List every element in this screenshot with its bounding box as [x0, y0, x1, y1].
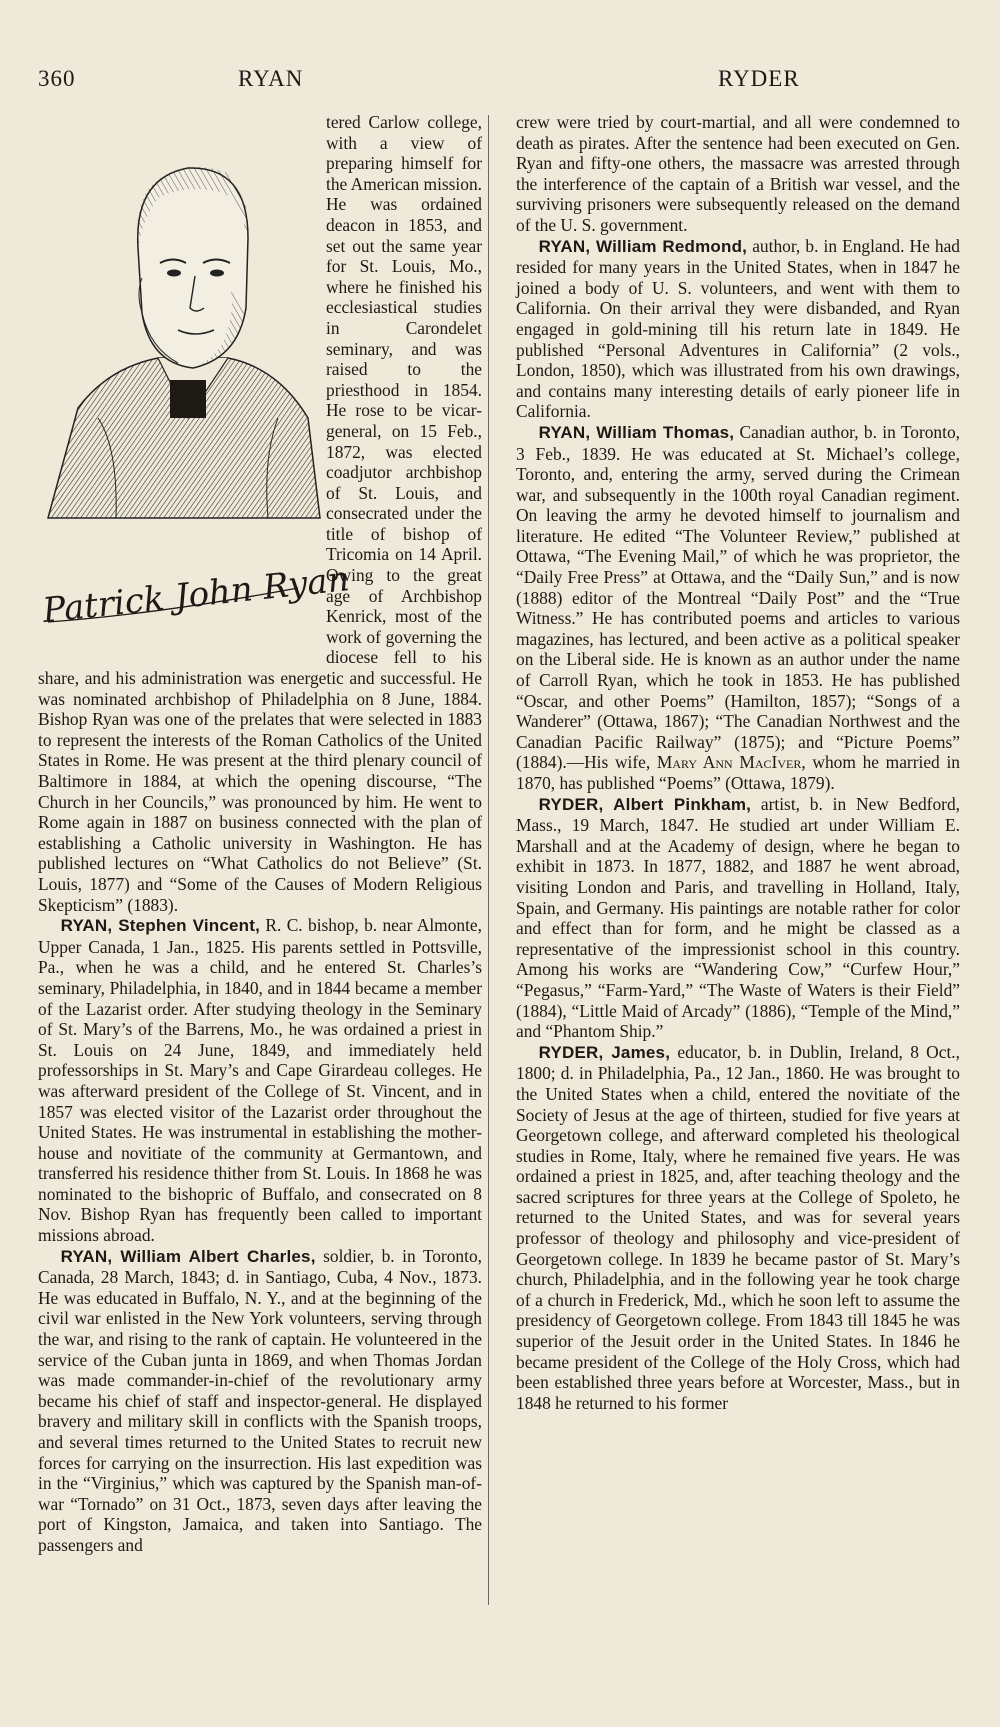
entry-ryan-william-redmond	[516, 236, 960, 422]
entry-ryder-albert-pinkham	[516, 794, 960, 1042]
entry-ryan-william-thomas	[516, 422, 960, 794]
headword-ryan-william-thomas: RYAN, William Thomas,	[538, 422, 735, 442]
entry-body: soldier, b. in Toronto, Canada, 28 March, 1843; d. in Santiago, Cuba, 4 Nov., 1873. He was educated in Buffalo, N. Y., and at the beginning of the civil war enlisted in the New York volunteers, serving through the war, and rising to the rank of captain. He volunteered in the service of the Cuban junta in 1869, and when Thomas Jordan was made commander-in-chief of the revolutionary army became his chief of staff and inspector-general. He displayed bravery and military skill in conflicts with the Spanish troops, and several times returned to the United States to recruit new forces for carrying on the insurrection. His last expedition was in the “Virginius,” which was captured by the Spanish man-of-war “Tornado” on 31 Oct., 1873, seven days after leaving the port of Kingston, Jamaica, and taken into Santiago. The passengers and	[38, 1245, 482, 1555]
headword-ryan-stephen-vincent: RYAN, Stephen Vincent,	[60, 916, 261, 936]
entry-body: artist, b. in New Bedford, Mass., 19 March, 1847. He studied art under William E. Marshall and at the Academy of design, where he began to exhibit in 1873. In 1877, 1882, and 1887 he went abroad, visiting London and Paris, and travelling in Holland, Italy, Spain, and Germany. His paintings are notable rather for color and effect than for form, and he might be classed as a representative of the impressionist school in this country. Among his works are “Wandering Cow,” “Curfew Hour,” “Pegasus,” “Farm-Yard,” “The Waste of Waters is their Field” (1884), “Little Maid of Arcady” (1886), “Temple of the Mind,” and “Phantom Ship.”	[516, 793, 960, 1042]
column-rule	[488, 115, 489, 1605]
headword-ryan-william-albert-charles: RYAN, William Albert Charles,	[60, 1246, 316, 1266]
left-column	[38, 112, 482, 1556]
right-running-head: RYDER	[718, 66, 800, 91]
signature-graphic	[38, 526, 352, 646]
entry-ryan-stephen-vincent	[38, 915, 482, 1246]
ryan-patrick-john-continuation	[38, 112, 482, 915]
headword-ryder-albert-pinkham: RYDER, Albert Pinkham,	[538, 794, 752, 814]
wife-name: Mary Ann MacIver	[656, 752, 802, 773]
left-running-head: RYAN	[238, 66, 304, 91]
entry-body: author, b. in England. He had resided for many years in the United States, when in 1847 he joined a body of U. S. volunteers, and went with them to California. On their arrival they were disbanded, and Ryan engaged in gold-mining till his return late in 1849. He published “Personal Adventures in California” (2 vols., London, 1850), which was illustrated from his own drawings, and contains many interesting details of early pioneer life in California.	[516, 235, 960, 422]
ryan-patrick-john-text: tered Carlow college, with a view of preparing himself for the American mission. He was ordained deacon in 1853, and set out the same year for St. Louis, Mo., where he finished his ecclesiastical studies in Carondelet seminary, and was raised to the priesthood in 1854. He rose to be vicar-general, on 15 Feb., 1872, was elected coadjutor archbishop of St. Louis, and consecrated under the title of bishop of Tricomia on 14 April. Owing to the great age of Archbishop Kenrick, most of the work of governing the diocese fell to his share, and his administration was energetic and successful. He was nominated archbishop of Philadelphia on 8 June, 1884. Bishop Ryan was one of the prelates that were selected in 1883 to represent the interests of the Roman Catholics of the United States in Rome. He was present at the third plenary council of Baltimore in 1884, at which the opening discourse, “The Church in her Councils,” was pronounced by him. He went to Rome again in 1887 on business connected with the plan of establishing a Catholic university in Washington. He has published lectures on “What Catholics do not Believe” (St. Louis, 1877) and “Some of the Causes of Modern Religious Skepticism” (1883).	[38, 112, 483, 915]
right-column	[516, 112, 960, 1413]
entry-body: educator, b. in Dublin, Ireland, 8 Oct., 1800; d. in Philadelphia, Pa., 12 Jan., 1860. He was brought to the United States when a child, entered the novitiate of the Society of Jesus at the age of thirteen, studied for five years at Georgetown college, and afterward completed his theological studies in Rome, Italy, where he remained five years. He was ordained a priest in 1825, and, after teaching theology and the sacred scriptures for three years at the College of Spoleto, he returned to the United States, and was for several years professor of theology and philosophy and vice-president of Georgetown college. In 1839 he became pastor of St. Mary’s church, Philadelphia, and in the following year he took charge of a church in Frederick, Md., which he soon left to assume the presidency of Georgetown college. From 1843 till 1845 he was superior of the Jesuit order in the United States. In 1846 he became president of the College of the Holy Cross, which had been established three years before at Worcester, Mass., but in 1848 he returned to his former	[516, 1041, 960, 1413]
entry-body: , whom he married in 1870, has published “Poems” (Ottawa, 1879).	[516, 752, 960, 793]
headword-ryder-james: RYDER, James,	[538, 1042, 671, 1062]
portrait-block	[38, 118, 352, 653]
entry-ryder-james	[516, 1042, 960, 1414]
ryan-william-albert-charles-continuation: crew were tried by court-martial, and all were condemned to death as pirates. After the sentence had been executed on Gen. Ryan and fifty-one others, the massacre was arrested through the interference of the captain of a British war vessel, and the surviving prisoners were subsequently released on the demand of the U. S. government.	[516, 112, 960, 235]
entry-ryan-william-albert-charles	[38, 1246, 482, 1556]
entry-body: Canadian author, b. in Toronto, 3 Feb., 1839. He was educated at St. Michael’s college, Toronto, and, entering the army, served during the Crimean war, and subsequently in the 100th royal Canadian regiment. On leaving the army he devoted himself to journalism and literature. He edited “The Volunteer Review,” published at Ottawa, “The Evening Mail,” of which he was proprietor, the “Daily Free Press” at Ottawa, and the “Daily Sun,” and is now (1888) editor of the Montreal “Daily Post” and the “True Witness.” He has contributed poems and articles to various magazines, has lectured, and been active as a political speaker on the Liberal side. He is known as an author under the name of Carroll Ryan, which he took in 1853. He has published “Oscar, and other Poems” (Hamilton, 1857); “Songs of a Wanderer” (Ottawa, 1867); “The Canadian Northwest and the Canadian Pacific Railway” (1875); and “Picture Poems” (1884).—His wife,	[516, 421, 961, 773]
entry-body: R. C. bishop, b. near Almonte, Upper Canada, 1 Jan., 1825. His parents settled in Pottsville, Pa., when he was a child, and he entered St. Charles’s seminary, Philadelphia, in 1840, and in 1844 became a member of the Lazarist order. After studying theology in the Seminary of St. Mary’s of the Barrens, Mo., he was ordained a priest in St. Louis on 24 June, 1849, and immediately held professorships in St. Mary’s and Cape Girardeau colleges. He was afterward president of the College of St. Vincent, and in 1857 was elected visitor of the Lazarist order throughout the United States. He was instrumental in establishing the mother-house and novitiate of the community at Germantown, and transferred his residence thither from St. Louis. In 1868 he was nominated to the bishopric of Buffalo, and consecrated on 8 Nov. Bishop Ryan has frequently been called to important missions abroad.	[38, 915, 482, 1246]
portrait-engraving	[38, 118, 320, 528]
page-number: 360	[38, 66, 76, 91]
headword-ryan-william-redmond: RYAN, William Redmond,	[538, 236, 748, 256]
signature-text: Patrick John Ryan	[40, 559, 352, 632]
